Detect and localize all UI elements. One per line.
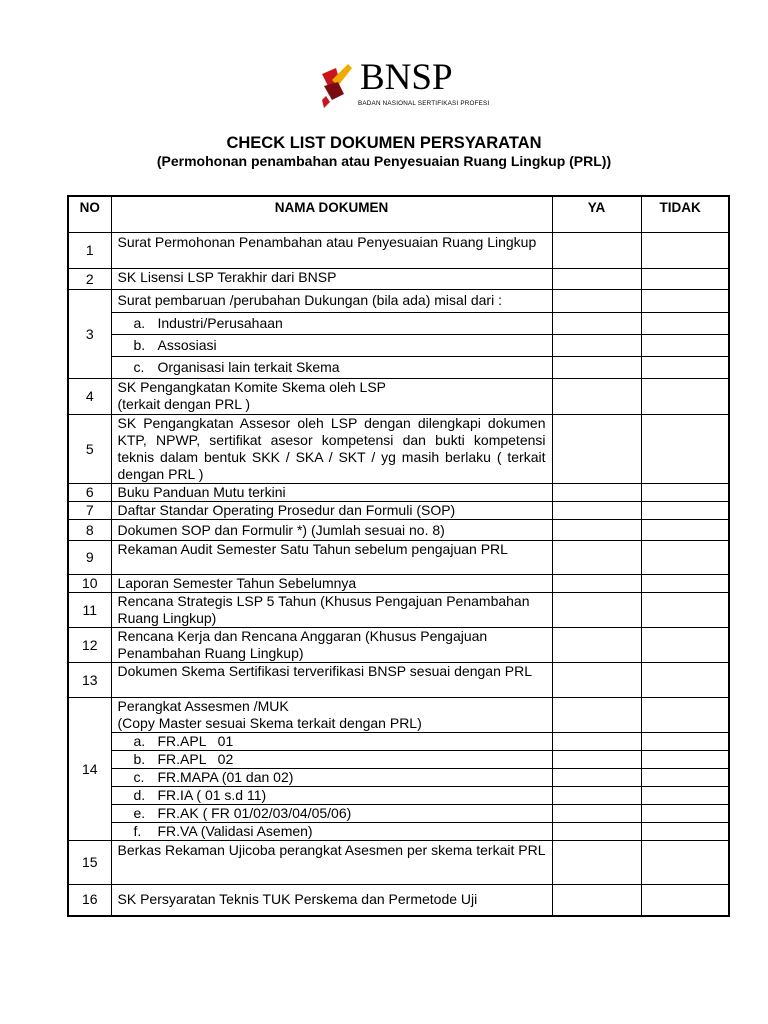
tidak-checkbox[interactable] bbox=[641, 751, 729, 769]
logo-wordmark: BNSP bbox=[360, 57, 453, 98]
row-text: Surat Permohonan Penambahan atau Penyesuaian Ruang Lingkup bbox=[111, 233, 552, 269]
tidak-checkbox[interactable] bbox=[641, 415, 729, 484]
ya-checkbox[interactable] bbox=[552, 628, 641, 663]
ya-checkbox[interactable] bbox=[552, 733, 641, 751]
sub-item bbox=[111, 335, 552, 357]
tidak-checkbox[interactable] bbox=[641, 805, 729, 823]
row-text: SK Persyaratan Teknis TUK Perskema dan Permetode Uji bbox=[111, 885, 552, 916]
row-number: 4 bbox=[68, 379, 111, 415]
row-number: 15 bbox=[68, 841, 111, 885]
row-number: 1 bbox=[68, 233, 111, 269]
sub-letter: d. bbox=[133, 787, 146, 803]
bnsp-logo bbox=[318, 56, 490, 112]
table-row bbox=[68, 841, 729, 885]
tidak-checkbox[interactable] bbox=[641, 823, 729, 841]
ya-checkbox[interactable] bbox=[552, 663, 641, 698]
ya-checkbox[interactable] bbox=[552, 698, 641, 733]
row-number: 13 bbox=[68, 663, 111, 698]
ya-checkbox[interactable] bbox=[552, 233, 641, 269]
table-row bbox=[68, 823, 729, 841]
sub-text: FR.AK ( FR 01/02/03/04/05/06) bbox=[157, 805, 352, 821]
tidak-checkbox[interactable] bbox=[641, 269, 729, 290]
tidak-checkbox[interactable] bbox=[641, 502, 729, 520]
row-number: 9 bbox=[68, 541, 111, 575]
table-row bbox=[68, 502, 729, 520]
ya-checkbox[interactable] bbox=[552, 751, 641, 769]
row-text: Berkas Rekaman Ujicoba perangkat Asesmen per skema terkait PRL bbox=[111, 841, 552, 885]
ya-checkbox[interactable] bbox=[552, 823, 641, 841]
sub-item bbox=[111, 823, 552, 841]
row-number: 5 bbox=[68, 415, 111, 484]
bnsp-emblem-icon bbox=[318, 60, 358, 110]
ya-checkbox[interactable] bbox=[552, 541, 641, 575]
ya-checkbox[interactable] bbox=[552, 593, 641, 628]
row-text: Rencana Strategis LSP 5 Tahun (Khusus Pengajuan Penambahan Ruang Lingkup) bbox=[111, 593, 552, 628]
sub-letter: c. bbox=[133, 769, 145, 785]
tidak-checkbox[interactable] bbox=[641, 628, 729, 663]
table-row bbox=[68, 233, 729, 269]
tidak-checkbox[interactable] bbox=[641, 698, 729, 733]
row-text: Dokumen SOP dan Formulir *) (Jumlah sesuai no. 8) bbox=[111, 520, 552, 541]
ya-checkbox[interactable] bbox=[552, 357, 641, 379]
ya-checkbox[interactable] bbox=[552, 575, 641, 593]
page-title: CHECK LIST DOKUMEN PERSYARATAN bbox=[226, 134, 542, 152]
tidak-checkbox[interactable] bbox=[641, 575, 729, 593]
table-row bbox=[68, 541, 729, 575]
row-line-2: (Copy Master sesuai Skema terkait dengan PRL) bbox=[117, 715, 422, 731]
row-text: Rencana Kerja dan Rencana Anggaran (Khusus Pengajuan Penambahan Ruang Lingkup) bbox=[111, 628, 552, 663]
row-text: Daftar Standar Operating Prosedur dan Formuli (SOP) bbox=[111, 502, 552, 520]
row-line-1: SK Pengangkatan Komite Skema oleh LSP bbox=[117, 379, 387, 395]
row-number: 2 bbox=[68, 269, 111, 290]
row-text: Surat pembaruan /perubahan Dukungan (bila ada) misal dari : bbox=[111, 290, 552, 313]
sub-letter: e. bbox=[133, 805, 146, 821]
table-row bbox=[68, 593, 729, 628]
ya-checkbox[interactable] bbox=[552, 769, 641, 787]
table-row bbox=[68, 415, 729, 484]
tidak-checkbox[interactable] bbox=[641, 484, 729, 502]
row-number: 7 bbox=[68, 502, 111, 520]
row-number: 16 bbox=[68, 885, 111, 916]
table-row bbox=[68, 484, 729, 502]
table-row bbox=[68, 885, 729, 916]
tidak-checkbox[interactable] bbox=[641, 357, 729, 379]
ya-checkbox[interactable] bbox=[552, 379, 641, 415]
sub-text: Assosiasi bbox=[157, 337, 217, 353]
sub-letter: a. bbox=[133, 733, 146, 749]
sub-item bbox=[111, 787, 552, 805]
tidak-checkbox[interactable] bbox=[641, 769, 729, 787]
sub-item bbox=[111, 751, 552, 769]
ya-checkbox[interactable] bbox=[552, 484, 641, 502]
ya-checkbox[interactable] bbox=[552, 885, 641, 916]
row-text: SK Pengangkatan Assesor oleh LSP dengan dilengkapi dokumen KTP, NPWP, sertifikat asesor kompetensi dan bukti kompetensi teknis dalam bentuk SKK / SKA / SKT / yg masih berlaku ( terkait dengan PRL ) bbox=[111, 415, 552, 484]
sub-text: FR.IA ( 01 s.d 11) bbox=[157, 787, 267, 803]
sub-item bbox=[111, 313, 552, 335]
row-number: 8 bbox=[68, 520, 111, 541]
table-row bbox=[68, 313, 729, 335]
sub-text: FR.VA (Validasi Asemen) bbox=[157, 823, 313, 839]
table-row bbox=[68, 335, 729, 357]
ya-checkbox[interactable] bbox=[552, 502, 641, 520]
table-header-row bbox=[68, 196, 729, 233]
logo-subtitle: BADAN NASIONAL SERTIFIKASI PROFESI bbox=[358, 100, 490, 107]
sub-letter: a. bbox=[133, 315, 146, 331]
ya-checkbox[interactable] bbox=[552, 335, 641, 357]
header-no: NO bbox=[68, 196, 111, 233]
tidak-checkbox[interactable] bbox=[641, 787, 729, 805]
table-row bbox=[68, 751, 729, 769]
sub-text: FR.APL 01 bbox=[157, 733, 234, 749]
ya-checkbox[interactable] bbox=[552, 313, 641, 335]
tidak-checkbox[interactable] bbox=[641, 335, 729, 357]
row-text: SK Lisensi LSP Terakhir dari BNSP bbox=[111, 269, 552, 290]
sub-item bbox=[111, 733, 552, 751]
table-row bbox=[68, 787, 729, 805]
table-row bbox=[68, 805, 729, 823]
row-number: 11 bbox=[68, 593, 111, 628]
sub-item bbox=[111, 805, 552, 823]
sub-letter: b. bbox=[133, 337, 146, 353]
row-text: Laporan Semester Tahun Sebelumnya bbox=[111, 575, 552, 593]
table-row bbox=[68, 733, 729, 751]
sub-text: Industri/Perusahaan bbox=[157, 315, 283, 331]
table-row bbox=[68, 290, 729, 313]
table-row bbox=[68, 628, 729, 663]
sub-letter: c. bbox=[133, 359, 145, 375]
checklist-table bbox=[67, 195, 730, 917]
tidak-checkbox[interactable] bbox=[641, 733, 729, 751]
table-row bbox=[68, 663, 729, 698]
row-number: 10 bbox=[68, 575, 111, 593]
row-number: 12 bbox=[68, 628, 111, 663]
header-nama: NAMA DOKUMEN bbox=[111, 196, 552, 233]
ya-checkbox[interactable] bbox=[552, 290, 641, 313]
tidak-checkbox[interactable] bbox=[641, 520, 729, 541]
tidak-checkbox[interactable] bbox=[641, 663, 729, 698]
table-row bbox=[68, 520, 729, 541]
tidak-checkbox[interactable] bbox=[641, 233, 729, 269]
sub-item bbox=[111, 769, 552, 787]
ya-checkbox[interactable] bbox=[552, 415, 641, 484]
tidak-checkbox[interactable] bbox=[641, 841, 729, 885]
ya-checkbox[interactable] bbox=[552, 269, 641, 290]
ya-checkbox[interactable] bbox=[552, 520, 641, 541]
sub-letter: f. bbox=[133, 823, 142, 839]
ya-checkbox[interactable] bbox=[552, 841, 641, 885]
table-row bbox=[68, 269, 729, 290]
row-text: Rekaman Audit Semester Satu Tahun sebelum pengajuan PRL bbox=[111, 541, 552, 575]
table-row bbox=[68, 379, 729, 415]
table-row bbox=[68, 769, 729, 787]
tidak-checkbox[interactable] bbox=[641, 313, 729, 335]
sub-text: FR.APL 02 bbox=[157, 751, 234, 767]
sub-letter: b. bbox=[133, 751, 146, 767]
tidak-checkbox[interactable] bbox=[641, 541, 729, 575]
row-text bbox=[111, 698, 552, 733]
row-text: Buku Panduan Mutu terkini bbox=[111, 484, 552, 502]
row-line-1: Perangkat Assesmen /MUK bbox=[117, 698, 289, 714]
row-text: Dokumen Skema Sertifikasi terverifikasi BNSP sesuai dengan PRL bbox=[111, 663, 552, 698]
table-row bbox=[68, 357, 729, 379]
header-ya: YA bbox=[552, 196, 641, 233]
row-number: 14 bbox=[68, 698, 111, 841]
tidak-checkbox[interactable] bbox=[641, 593, 729, 628]
sub-text: FR.MAPA (01 dan 02) bbox=[157, 769, 294, 785]
tidak-checkbox[interactable] bbox=[641, 885, 729, 916]
ya-checkbox[interactable] bbox=[552, 805, 641, 823]
row-number: 6 bbox=[68, 484, 111, 502]
tidak-checkbox[interactable] bbox=[641, 290, 729, 313]
row-line-2: (terkait dengan PRL ) bbox=[117, 396, 251, 412]
row-text bbox=[111, 379, 552, 415]
tidak-checkbox[interactable] bbox=[641, 379, 729, 415]
header-tidak: TIDAK bbox=[641, 196, 729, 233]
row-number: 3 bbox=[68, 290, 111, 379]
table-row bbox=[68, 575, 729, 593]
sub-item bbox=[111, 357, 552, 379]
page-subtitle: (Permohonan penambahan atau Penyesuaian Ruang Lingkup (PRL)) bbox=[156, 153, 612, 169]
ya-checkbox[interactable] bbox=[552, 787, 641, 805]
table-row bbox=[68, 698, 729, 733]
sub-text: Organisasi lain terkait Skema bbox=[157, 359, 340, 375]
